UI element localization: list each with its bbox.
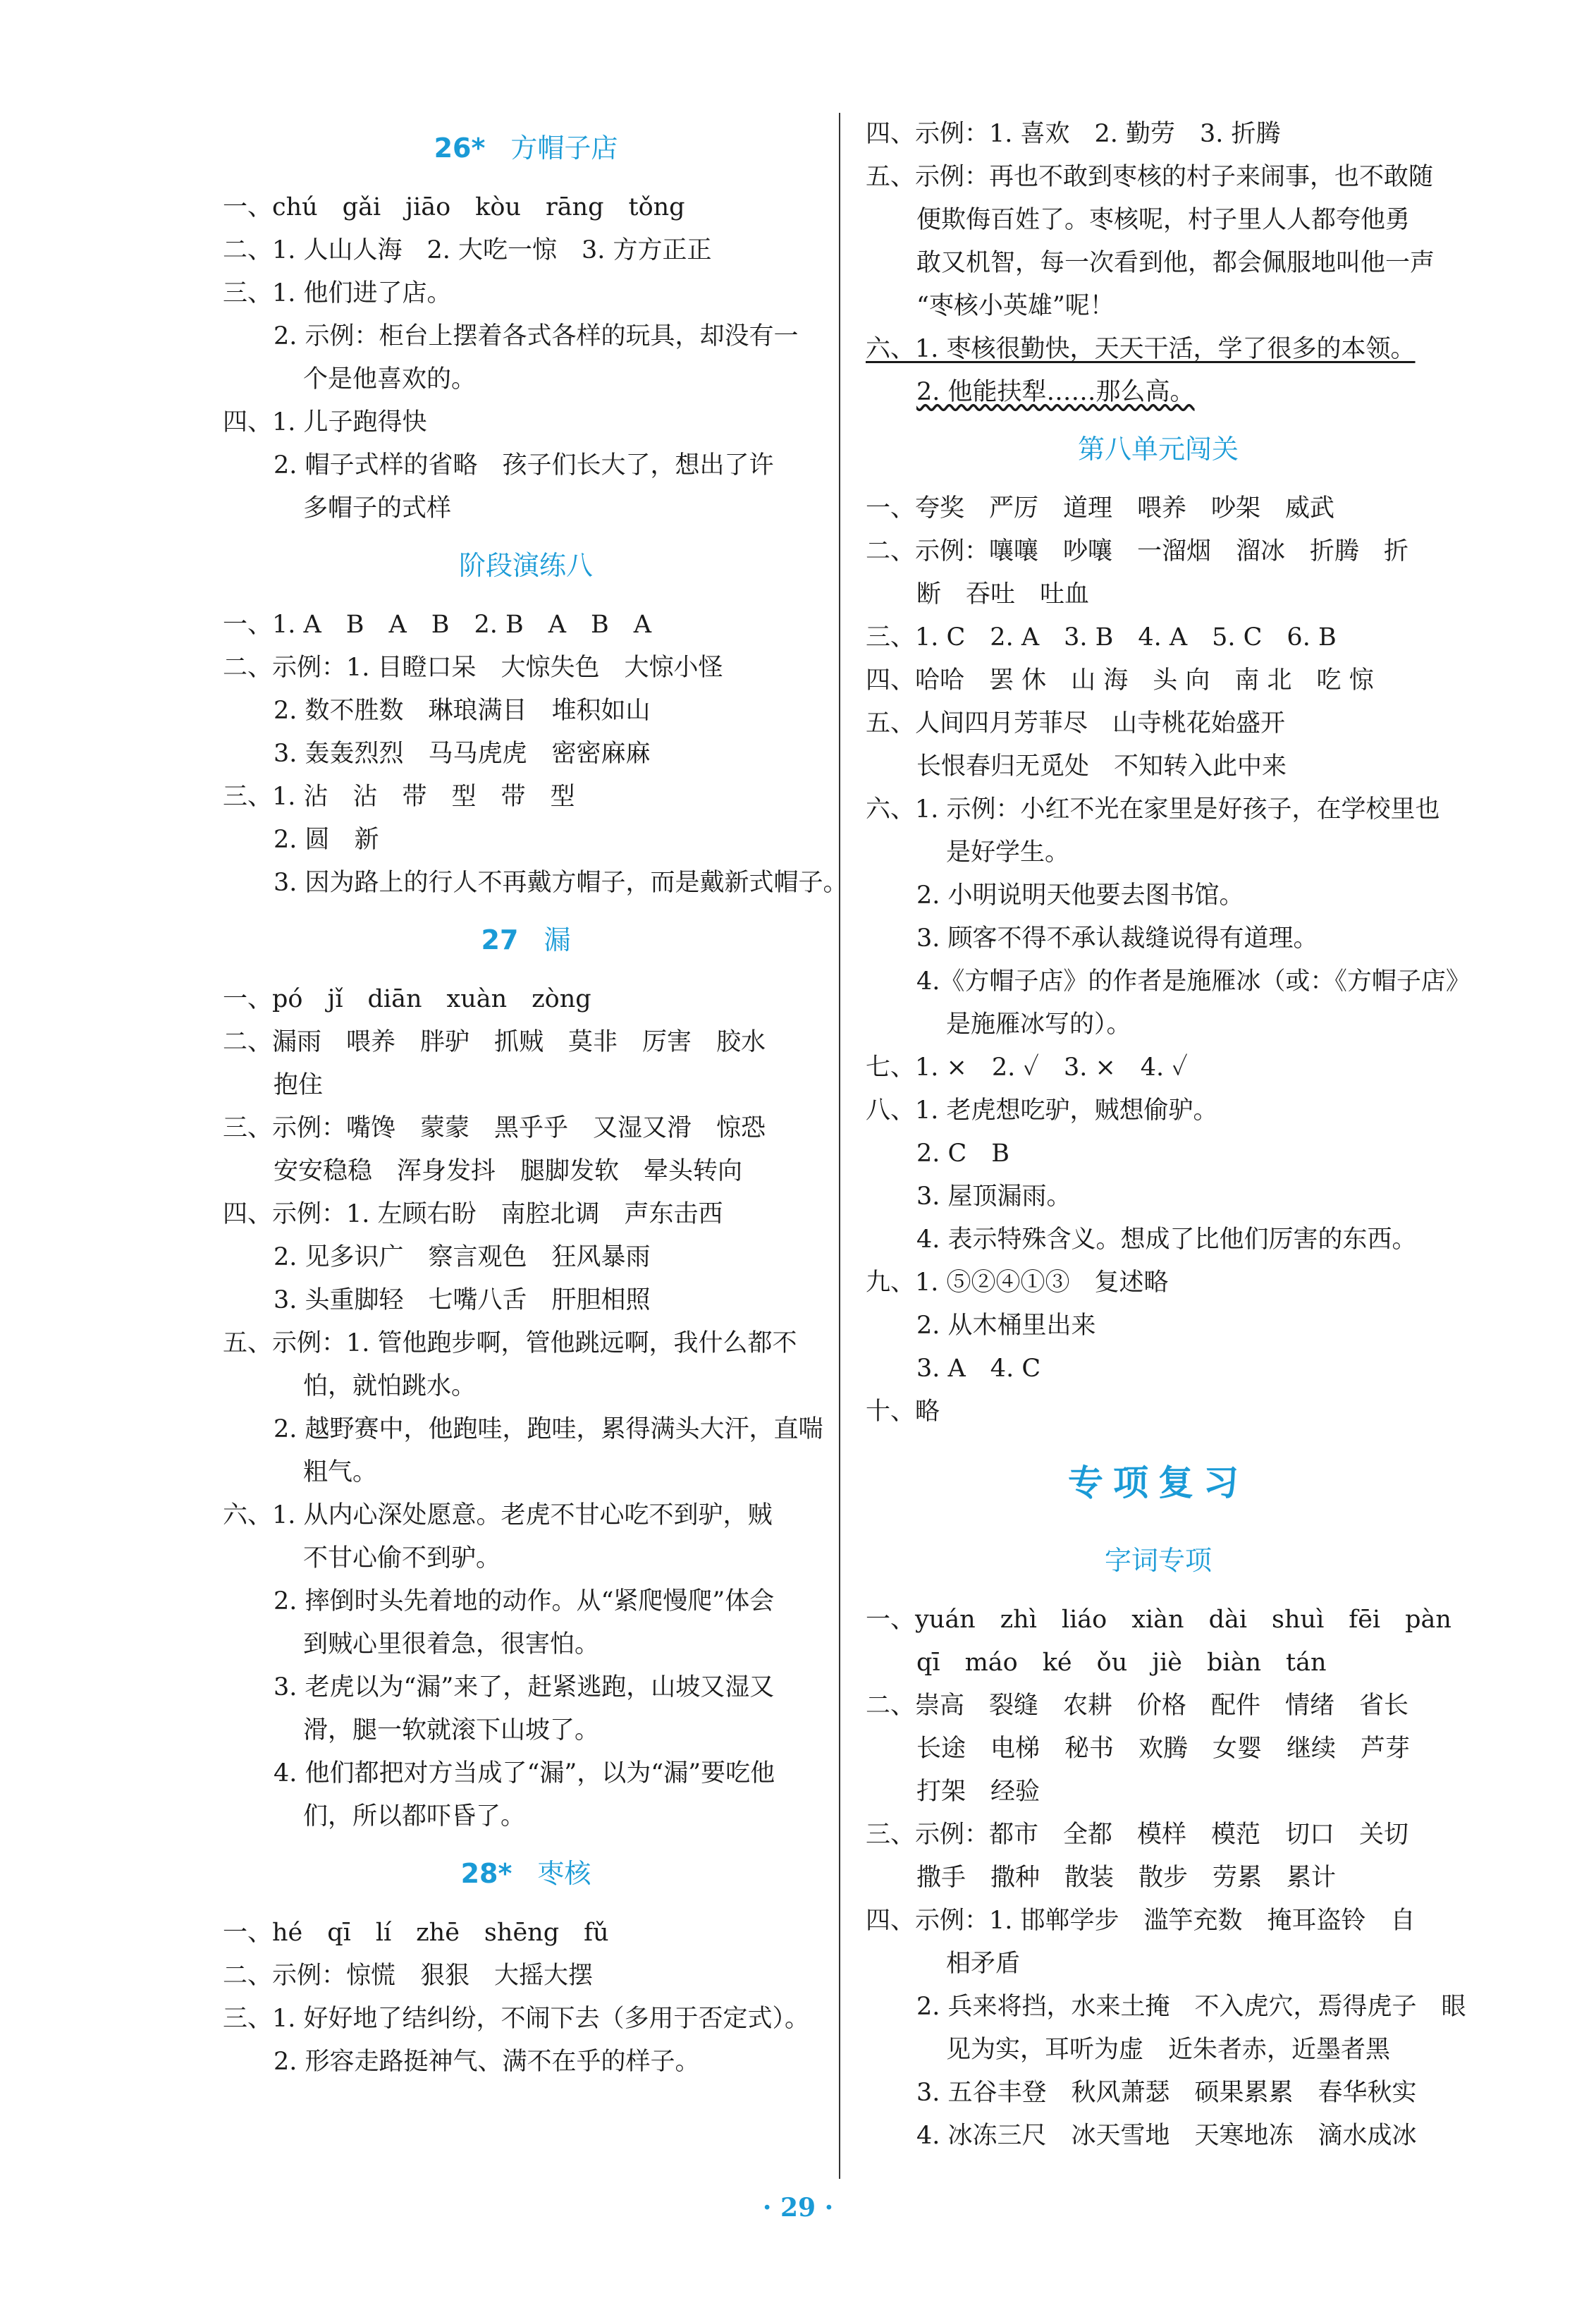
section-title (223, 1852, 829, 1895)
answer-line (223, 1279, 829, 1322)
answer-text: 2. 兵来将挡，水来土掩 不入虎穴，焉得虎子 眼 (916, 1993, 1466, 2021)
answer-line (223, 1998, 829, 2041)
answer-text: 2. 他能扶犁……那么高。 (916, 378, 1195, 406)
answer-text: 三、示例：都市 全都 模样 模范 切口 关切 (866, 1821, 1409, 1849)
answer-line (866, 702, 1451, 745)
answer-text: 2. 见多识广 察言观色 狂风暴雨 (274, 1243, 651, 1271)
answer-text: 五、人间四月芳菲尽 山寺桃花始盛开 (866, 709, 1286, 738)
answer-text: 七、1. × 2. ✓ 3. × 4. ✓ (866, 1053, 1188, 1082)
answer-text: 个是他喜欢的。 (303, 365, 477, 393)
answer-text: 八、1. 老虎想吃驴，贼想偷驴。 (866, 1096, 1218, 1125)
answer-line (223, 444, 829, 487)
answer-line (223, 272, 829, 315)
answer-line (223, 1912, 829, 1955)
answer-line (223, 1537, 829, 1580)
answer-text: 抱住 (274, 1071, 324, 1099)
answer-line (866, 960, 1471, 1003)
answer-text: 相矛盾 (946, 1950, 1021, 1978)
answer-text: 一、夸奖 严厉 道理 喂养 吵架 威武 (866, 494, 1335, 522)
answer-line (866, 1771, 1451, 1814)
answer-line (866, 242, 1451, 285)
answer-text: 4.《方帽子店》的作者是施雁冰（或：《方帽子店》 (916, 967, 1471, 996)
answer-line (223, 315, 829, 358)
answer-line (223, 1150, 829, 1193)
answer-text: 二、漏雨 喂养 胖驴 抓贼 莫非 厉害 胶水 (223, 1028, 766, 1056)
answer-text: 是好学生。 (946, 838, 1070, 867)
answer-text: 四、示例：1. 喜欢 2. 勤劳 3. 折腾 (866, 120, 1281, 148)
answer-text: 3. 五谷丰登 秋风萧瑟 硕果累累 春华秋实 (916, 2079, 1417, 2107)
answer-text: 三、1. 他们进了店。 (223, 279, 452, 307)
answer-text: 一、hé qī lí zhē shēng fǔ (223, 1919, 609, 1947)
answer-line (866, 831, 1451, 874)
answer-line (223, 1666, 829, 1709)
answer-text: 4. 他们都把对方当成了“漏”，以为“漏”要吃他 (274, 1759, 775, 1788)
answer-text: 四、1. 儿子跑得快 (223, 408, 427, 436)
answer-line (866, 917, 1451, 960)
answer-text: 长途 电梯 秘书 欢腾 女婴 继续 芦芽 (916, 1735, 1411, 1763)
section-title-text: 第八单元闯关 (1077, 434, 1239, 465)
answer-line (223, 1193, 829, 1236)
answer-line (223, 1236, 829, 1279)
section-title (223, 127, 829, 169)
answer-text: 敢又机智，每一次看到他，都会佩服地叫他一声 (916, 249, 1435, 277)
answer-text: 2. 示例：柜台上摆着各式各样的玩具，却没有一 (274, 322, 799, 350)
answer-line (223, 358, 829, 401)
right-column (866, 113, 1471, 2158)
answer-line (866, 285, 1451, 328)
answer-text: 长恨春归无觅处 不知转入此中来 (916, 752, 1287, 781)
answer-text: 4. 表示特殊含义。想成了比他们厉害的东西。 (916, 1226, 1417, 1254)
section-title-text: 枣核 (537, 1858, 591, 1889)
answer-line (223, 1064, 829, 1107)
answer-line (223, 186, 829, 229)
answer-text: 二、示例：惊慌 狠狠 大摇大摆 (223, 1962, 594, 1990)
answer-line (866, 328, 1451, 371)
answer-line (223, 1494, 829, 1537)
answer-line (223, 1107, 829, 1150)
answer-line (866, 2115, 1451, 2158)
answer-line (223, 1365, 829, 1408)
answer-line (866, 1132, 1451, 1175)
answer-text: 见为实，耳听为虚 近朱者赤，近墨者黑 (946, 2036, 1391, 2064)
answer-line (223, 1795, 829, 1838)
answer-line (866, 1728, 1451, 1771)
page-number: · 29 · (762, 2193, 834, 2223)
answer-text: 3. 顾客不得不承认裁缝说得有道理。 (916, 924, 1318, 953)
answer-text: 四、示例：1. 左顾右盼 南腔北调 声东击西 (223, 1200, 723, 1228)
answer-text: 怕，就怕跳水。 (303, 1372, 477, 1400)
answer-line (223, 1408, 829, 1451)
answer-text: 撒手 撒种 散装 散步 劳累 累计 (916, 1864, 1337, 1892)
answer-text: 2. 帽子式样的省略 孩子们长大了，想出了许 (274, 451, 774, 479)
answer-text: 三、1. 沾 沾 带 型 带 型 (223, 783, 575, 811)
answer-line (866, 487, 1451, 530)
answer-line (223, 647, 829, 690)
answer-line (866, 616, 1451, 659)
answer-line (866, 530, 1451, 573)
answer-text: 六、1. 枣核很勤快，天天干活，学了很多的本领。 (866, 335, 1416, 363)
answer-line (866, 156, 1451, 199)
answer-line (223, 1709, 829, 1752)
answer-text: 二、示例：1. 目瞪口呆 大惊失色 大惊小怪 (223, 654, 723, 682)
answer-text: 到贼心里很着急，很害怕。 (303, 1630, 600, 1658)
answer-text: 多帽子的式样 (303, 494, 452, 522)
answer-line (866, 1089, 1451, 1132)
section-title-text: 字词专项 (1104, 1545, 1212, 1576)
section-title (866, 1539, 1451, 1582)
answer-text: 4. 冰冻三尺 冰天雪地 天寒地冻 滴水成冰 (916, 2122, 1417, 2150)
answer-text: 们，所以都吓昏了。 (303, 1802, 526, 1831)
answer-line (223, 229, 829, 272)
answer-line (866, 1685, 1451, 1728)
answer-text: “枣核小英雄”呢！ (916, 292, 1115, 320)
answer-line (223, 1451, 829, 1494)
answer-text: 2. 圆 新 (274, 826, 379, 854)
answer-text: 便欺侮百姓了。枣核呢，村子里人人都夸他勇 (916, 206, 1411, 234)
answer-text: 断 吞吐 吐血 (916, 580, 1090, 609)
answer-line (866, 2029, 1451, 2072)
answer-line (223, 2041, 829, 2084)
answer-text: 一、1. A B A B 2. B A B A (223, 611, 652, 639)
answer-line (866, 1304, 1451, 1348)
answer-line (223, 1752, 829, 1795)
answer-text: 十、略 (866, 1398, 940, 1426)
answer-text: 是施雁冰写的）。 (946, 1010, 1131, 1039)
answer-line (223, 1322, 829, 1365)
lesson-number: 28* (460, 1858, 512, 1889)
answer-text: 3. A 4. C (916, 1355, 1041, 1383)
answer-text: 一、chú gǎi jiāo kòu rāng tǒng (223, 193, 685, 221)
answer-text: 3. 轰轰烈烈 马马虎虎 密密麻麻 (274, 740, 651, 768)
answer-text: 2. 摔倒时头先着地的动作。从“紧爬慢爬”体会 (274, 1587, 775, 1615)
answer-line (223, 1580, 829, 1623)
section-title-text: 漏 (544, 924, 571, 955)
answer-line (866, 1175, 1451, 1218)
left-column (223, 113, 848, 2084)
answer-line (866, 113, 1451, 156)
answer-text: 六、1. 示例：小红不光在家里是好孩子，在学校里也 (866, 795, 1440, 824)
lesson-number: 27 (481, 924, 519, 955)
answer-text: 一、yuán zhì liáo xiàn dài shuì fēi pàn (866, 1606, 1451, 1634)
answer-text: 二、崇高 裂缝 农耕 价格 配件 情绪 省长 (866, 1692, 1409, 1720)
answer-line (866, 1857, 1451, 1900)
answer-line (866, 788, 1451, 831)
answer-line (223, 690, 829, 733)
answer-line (866, 573, 1451, 616)
section-title (223, 544, 829, 587)
answer-line (866, 199, 1451, 242)
answer-text: 粗气。 (303, 1458, 378, 1486)
answer-text: 2. 越野赛中，他跑哇，跑哇，累得满头大汗，直喘 (274, 1415, 823, 1443)
section-title-text: 阶段演练八 (458, 550, 593, 581)
answer-text: 三、示例：嘴馋 蒙蒙 黑乎乎 又湿又滑 惊恐 (223, 1114, 766, 1142)
part-title: 专项复习 (1068, 1462, 1248, 1503)
answer-line (866, 1642, 1451, 1685)
answer-line (223, 1955, 829, 1998)
answer-text: qī máo ké ǒu jiè biàn tán (916, 1649, 1327, 1677)
answer-text: 四、哈哈 罢 休 山 海 头 向 南 北 吃 惊 (866, 666, 1374, 695)
answer-line (866, 1391, 1451, 1434)
answer-line (866, 1986, 1466, 2029)
answer-line (866, 1814, 1451, 1857)
answer-line (223, 401, 829, 444)
answer-line (866, 1943, 1451, 1986)
answer-text: 3. 老虎以为“漏”来了，赶紧逃跑，山坡又湿又 (274, 1673, 775, 1701)
answer-text: 2. 数不胜数 琳琅满目 堆积如山 (274, 697, 651, 725)
answer-line (223, 1021, 829, 1064)
answer-line (866, 1261, 1451, 1304)
answer-line (866, 1348, 1451, 1391)
answer-text: 三、1. C 2. A 3. B 4. A 5. C 6. B (866, 623, 1337, 652)
answer-text: 四、示例：1. 邯郸学步 滥竽充数 掩耳盗铃 自 (866, 1907, 1416, 1935)
answer-text: 安安稳稳 浑身发抖 腿脚发软 晕头转向 (274, 1157, 743, 1185)
answer-text: 不甘心偷不到驴。 (303, 1544, 501, 1572)
answer-text: 九、1. ⑤②④①③ 复述略 (866, 1269, 1169, 1297)
answer-line (866, 2072, 1451, 2115)
answer-text: 3. 因为路上的行人不再戴方帽子，而是戴新式帽子。 (274, 869, 848, 897)
section-title-text: 方帽子店 (510, 133, 618, 164)
answer-text: 2. 形容走路挺神气、满不在乎的样子。 (274, 2048, 700, 2076)
lesson-number: 26* (434, 133, 486, 164)
answer-text: 六、1. 从内心深处愿意。老虎不甘心吃不到驴，贼 (223, 1501, 773, 1529)
answer-text: 打架 经验 (916, 1778, 1041, 1806)
answer-line (866, 1046, 1451, 1089)
answer-text: 五、示例：1. 管他跑步啊，管他跳远啊，我什么都不 (223, 1329, 797, 1357)
answer-text: 一、pó jǐ diān xuàn zòng (223, 985, 591, 1013)
answer-line (866, 1003, 1451, 1046)
answer-text: 滑，腿一软就滚下山坡了。 (303, 1716, 600, 1744)
answer-line (223, 733, 829, 776)
column-divider (839, 113, 840, 2179)
answer-line (223, 862, 848, 905)
answer-text: 3. 屋顶漏雨。 (916, 1182, 1072, 1211)
answer-line (223, 1623, 829, 1666)
answer-line (866, 659, 1451, 702)
answer-line (866, 874, 1451, 917)
answer-text: 五、示例：再也不敢到枣核的村子来闹事，也不敢随 (866, 163, 1434, 191)
answer-line (223, 604, 829, 647)
answer-text: 2. 小明说明天他要去图书馆。 (916, 881, 1244, 910)
answer-line (866, 1218, 1451, 1261)
answer-text: 2. 从木桶里出来 (916, 1312, 1096, 1340)
answer-line (223, 487, 829, 530)
answer-line (866, 745, 1451, 788)
answer-line (866, 371, 1451, 414)
section-title (223, 919, 829, 961)
answer-text: 二、1. 人山人海 2. 大吃一惊 3. 方方正正 (223, 236, 712, 264)
section-title (866, 428, 1451, 470)
answer-text: 3. 头重脚轻 七嘴八舌 肝胆相照 (274, 1286, 651, 1314)
answer-line (866, 1900, 1451, 1943)
answer-line (223, 819, 829, 862)
answer-line (223, 978, 829, 1021)
answer-line (866, 1599, 1451, 1642)
answer-text: 2. C B (916, 1139, 1010, 1168)
answer-text: 三、1. 好好地了结纠纷，不闹下去（多用于否定式）。 (223, 2005, 810, 2033)
answer-line (223, 776, 829, 819)
answer-text: 二、示例：嚷嚷 吵嚷 一溜烟 溜冰 折腾 折 (866, 537, 1409, 566)
